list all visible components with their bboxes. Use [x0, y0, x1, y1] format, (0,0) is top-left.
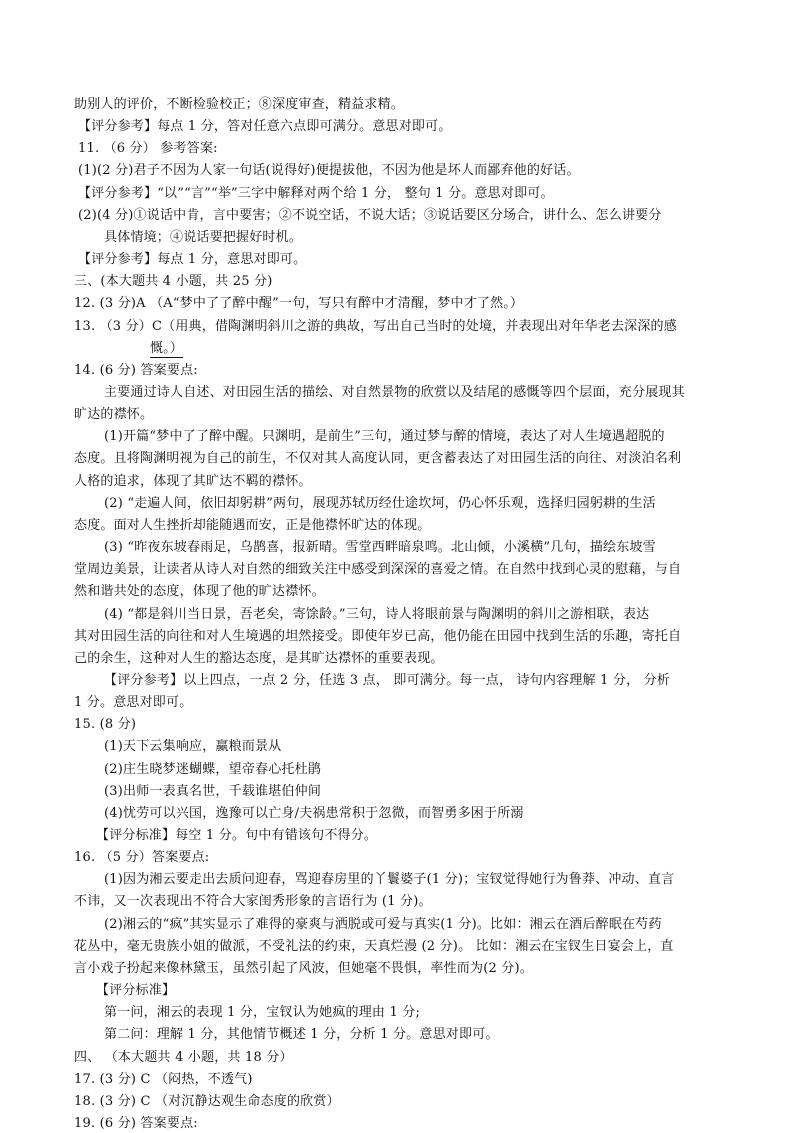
- text-line: 14. (6 分) 答案要点:: [74, 363, 198, 378]
- text-line: 16. （5 分）答案要点:: [74, 850, 210, 865]
- text-line: 12. (3 分)A （A“梦中了了醉中醒”一句，写只有醉中才清醒，梦中才了然。）: [74, 296, 524, 311]
- text-line: 第二问：理解 1 分，其他情节概述 1 分，分析 1 分。意思对即可。: [104, 1027, 499, 1042]
- text-line: 13. （3 分）C（用典，借陶渊明斜川之游的典故，写出自己当时的处境，并表现出对年华老去深深的感: [74, 319, 677, 334]
- text-line: 【评分标准】每空 1 分。句中有错该句不得分。: [96, 828, 378, 843]
- text-line: 11. （6 分） 参考答案:: [78, 141, 218, 156]
- text-line: (2)(4 分)①说话中肯，言中要害；②不说空话，不说大话；③说话要区分场合，讲什么、怎么讲要分: [78, 208, 662, 223]
- text-line: 不讳，又一次表现出不符合大家闺秀形象的言语行为 (1 分)。: [74, 894, 432, 909]
- text-line: 态度。面对人生挫折却能随遇而安，正是他襟怀旷达的体现。: [74, 518, 431, 533]
- text-line: 具体情境；④说话要把握好时机。: [104, 230, 303, 245]
- text-line: 【评分参考】“以”“言”“举”三字中解释对两个给 1 分， 整句 1 分。意思对即可。: [78, 186, 554, 201]
- text-line: (2) “走遍人间，依旧却躬耕”两句，展现苏轼历经仕途坎坷，仍心怀乐观，选择归园躬耕的生活: [104, 496, 656, 511]
- text-line: 15. (8 分): [74, 717, 137, 732]
- text-line: 18. (3 分) C （对沉静达观生命态度的欣赏）: [74, 1094, 340, 1109]
- text-line: [150, 340, 800, 358]
- text-line: 堂周边美景，让读者从诗人对自然的细致关注中感受到深深的喜爱之情。在自然中找到心灵的慰藉，与自: [74, 562, 682, 577]
- text-line: (4)忧劳可以兴国，逸豫可以亡身/夫祸患常积于忽微，而智勇多困于所溺: [104, 806, 524, 821]
- text-line: 【评分参考】每点 1 分，意思对即可。: [78, 252, 307, 267]
- text-line: 19. (6 分) 答案要点:: [74, 1116, 198, 1131]
- text-line: 【评分参考】以上四点，一点 2 分，任选 3 点， 即可满分。每一点， 诗句内容理解 1 分， 分析: [104, 673, 671, 688]
- text-line: (3)出师一表真名世，千载谁堪伯仲间: [104, 784, 322, 799]
- text-line: 旷达的襟怀。: [74, 407, 154, 422]
- text-line: 17. (3 分) C （闷热，不透气): [74, 1072, 253, 1087]
- underlined-text: 慨。）: [150, 341, 184, 356]
- text-line: (4) “都是斜川当日景，吾老矣，寄馀龄。”三句，诗人将眼前景与陶渊明的斜川之游相联，表达: [104, 607, 650, 622]
- text-line: 人格的追求，体现了其旷达不羁的襟怀。: [74, 474, 312, 489]
- text-line: 态度。且将陶渊明视为自己的前生，不仅对其人高度认同，更含蓄表达了对田园生活的向往、对淡泊名利: [74, 451, 682, 466]
- text-line: 花丛中，毫无贵族小姐的做派，不受礼法的约束，天真烂漫 (2 分)。 比如：湘云在宝钗生日宴会上，直: [74, 939, 674, 954]
- text-line: (2)湘云的“疯”其实显示了难得的豪爽与洒脱或可爱与真实(1 分)。比如：湘云在酒后醉眠在芍药: [104, 917, 662, 932]
- text-line: (2)庄生晓梦迷蝴蝶，望帝春心托杜鹃: [104, 762, 322, 777]
- text-line: 第一问，湘云的表现 1 分，宝钗认为她疯的理由 1 分;: [104, 1005, 421, 1020]
- text-line: 助别人的评价，不断检验校正；⑧深度审查，精益求精。: [74, 97, 405, 112]
- text-line: 【评分标准】: [96, 983, 176, 998]
- text-line: (1)天下云集响应，赢粮而景从: [104, 739, 282, 754]
- section-heading: 三、(本大题共 4 小题，共 25 分): [74, 274, 273, 289]
- text-line: 1 分。意思对即可。: [74, 695, 193, 710]
- text-line: 然和谐共处的态度，体现了他的旷达襟怀。: [74, 584, 325, 599]
- text-line: (1)开篇“梦中了了醉中醒。只渊明，是前生”三句，通过梦与醉的情境，表达了对人生境遇超脱的: [104, 429, 665, 444]
- text-line: 己的余生，这种对人生的豁达态度，是其旷达襟怀的重要表现。: [74, 651, 444, 666]
- text-line: 言小戏子扮起来像林黛玉，虽然引起了风波，但她毫不畏惧，率性而为(2 分)。: [74, 961, 533, 976]
- section-heading: 四、 （本大题共 4 小题，共 18 分）: [74, 1050, 293, 1065]
- text-line: 【评分参考】每点 1 分，答对任意六点即可满分。意思对即可。: [78, 119, 452, 134]
- text-line: 其对田园生活的向往和对人生境遇的坦然接受。即使年岁已高，他仍能在田园中找到生活的乐趣，寄托自: [74, 629, 682, 644]
- text-line: (3) “昨夜东坡春雨足，乌鹊喜，报新晴。雪堂西畔暗泉鸣。北山倾，小溪横”几句，描绘东坡雪: [104, 540, 656, 555]
- text-line: (1)(2 分)君子不因为人家一句话(说得好)便提拔他，不因为他是坏人而鄙弃他的好话。: [78, 163, 580, 178]
- text-line: 主要通过诗人自述、对田园生活的描绘、对自然景物的欣赏以及结尾的感慨等四个层面，充分展现其: [104, 385, 685, 400]
- text-line: (1)因为湘云要走出去质问迎春，骂迎春房里的丫鬟婆子(1 分)；宝钗觉得她行为鲁莽、冲动、直言: [104, 872, 675, 887]
